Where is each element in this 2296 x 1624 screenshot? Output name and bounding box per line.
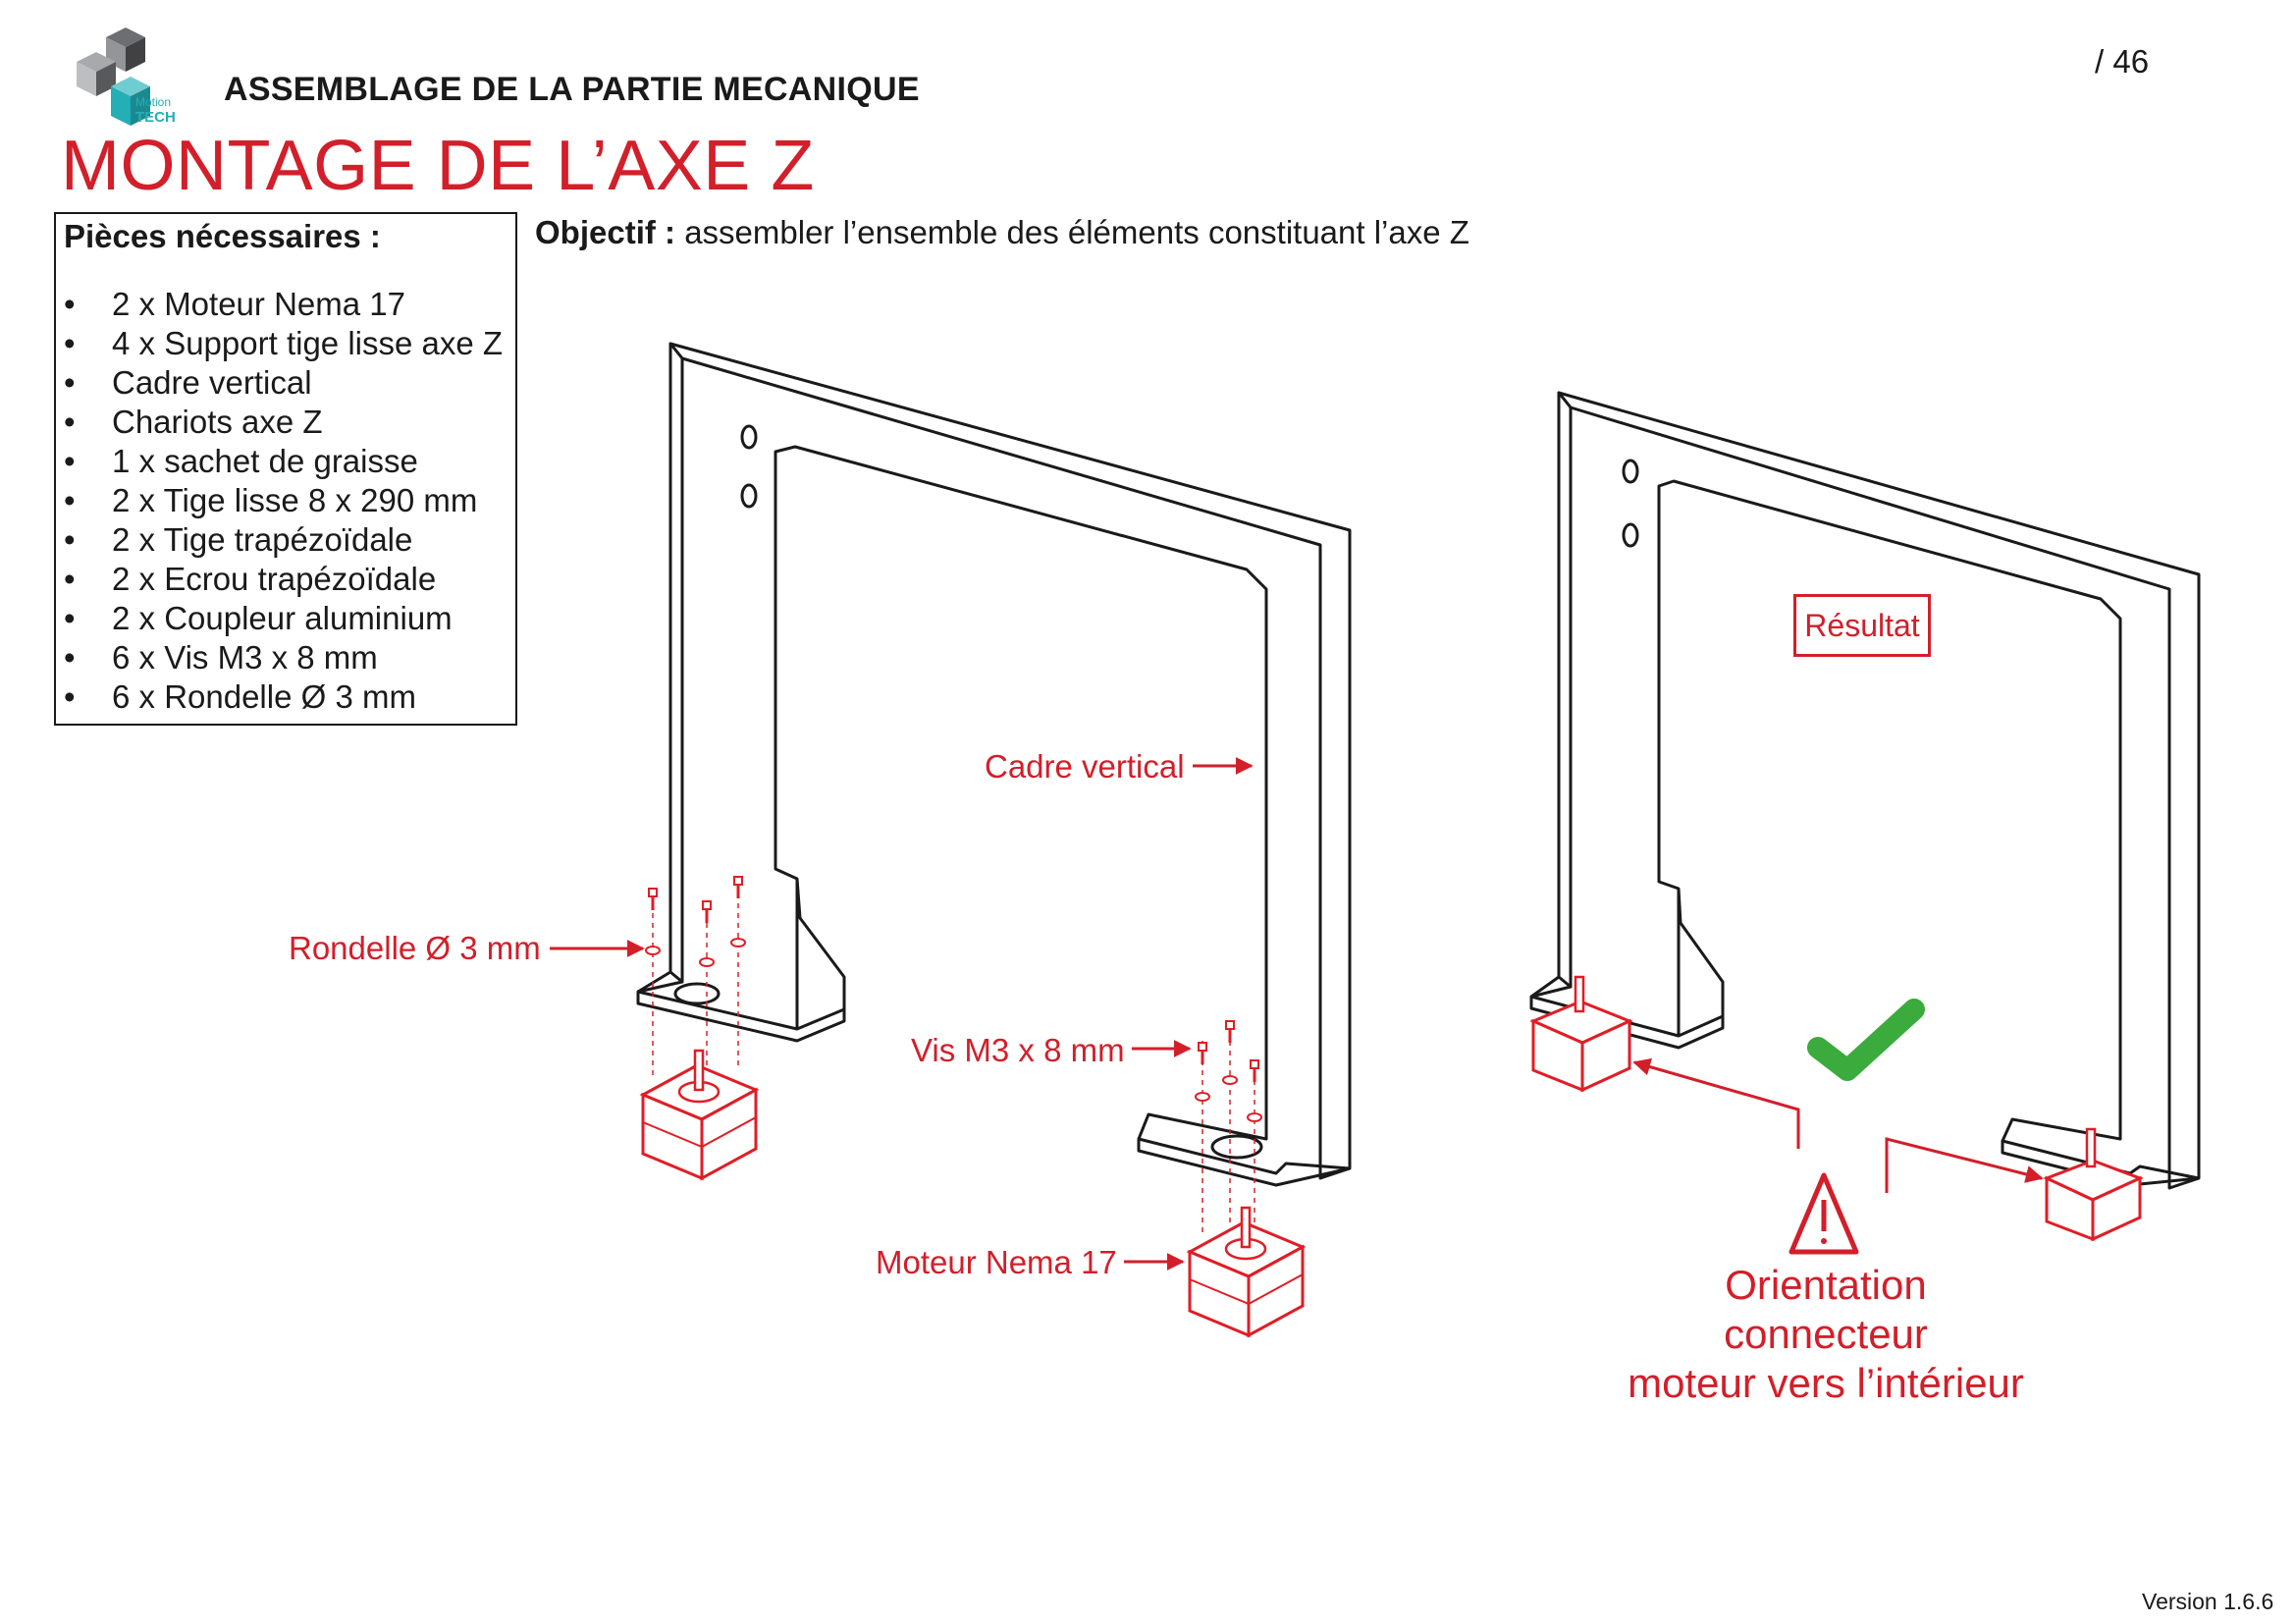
list-item: • Cadre vertical <box>64 363 515 403</box>
objective-label: Objectif : <box>535 214 676 250</box>
callout-screw-label: Vis M3 x 8 mm <box>911 1032 1125 1068</box>
list-item: • 2 x Ecrou trapézoïdale <box>64 560 515 599</box>
list-item: • 2 x Coupleur aluminium <box>64 599 515 638</box>
motor-right-assembled <box>2047 1129 2140 1239</box>
list-item: • 6 x Vis M3 x 8 mm <box>64 638 515 677</box>
frame-assembled <box>1531 393 2199 1188</box>
arrow-connector-right <box>1887 1139 2042 1193</box>
result-badge: Résultat <box>1793 594 1931 657</box>
list-item: • Chariots axe Z <box>64 403 515 442</box>
parts-heading: Pièces nécessaires : <box>64 218 381 254</box>
section-title: ASSEMBLAGE DE LA PARTIE MECANIQUE <box>224 71 920 108</box>
list-item: • 2 x Moteur Nema 17 <box>64 285 515 324</box>
list-item: • 4 x Support tige lisse axe Z <box>64 324 515 363</box>
check-icon <box>1818 1009 1914 1070</box>
version-label: Version 1.6.6 <box>2142 1589 2274 1614</box>
warning-line: Orientation <box>1725 1262 1927 1308</box>
logo-text-large: TECH <box>135 109 176 126</box>
objective-text: assembler l’ensemble des éléments constituant l’axe Z <box>684 214 1469 250</box>
callout-washer-label: Rondelle Ø 3 mm <box>289 930 541 966</box>
warning-icon <box>1791 1175 1856 1252</box>
warning-message <box>1590 1261 2061 1408</box>
list-item: • 6 x Rondelle Ø 3 mm <box>64 677 515 717</box>
callout-frame-label: Cadre vertical <box>985 748 1185 785</box>
page-title: MONTAGE DE L’AXE Z <box>61 127 815 205</box>
warning-line: connecteur <box>1724 1311 1928 1357</box>
list-item: • 2 x Tige trapézoïdale <box>64 520 515 560</box>
list-item: • 2 x Tige lisse 8 x 290 mm <box>64 481 515 520</box>
arrow-connector-left <box>1634 1062 1798 1149</box>
warning-line: moteur vers l’intérieur <box>1628 1360 2024 1406</box>
logo-text-small: Motion <box>135 95 172 109</box>
page-number: / 46 <box>2095 43 2150 80</box>
callout-motor-label: Moteur Nema 17 <box>876 1244 1117 1280</box>
list-item: • 1 x sachet de graisse <box>64 442 515 481</box>
